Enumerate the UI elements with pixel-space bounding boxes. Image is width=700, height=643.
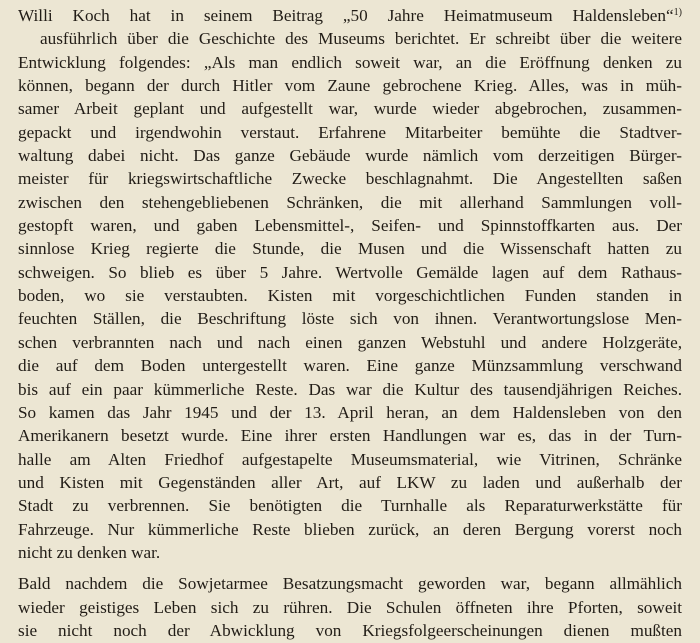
document-page <box>18 4 682 642</box>
text-line: boden, wo sie verstaubten. Kisten mit vorgeschichtlichen Funden standen in <box>18 286 682 306</box>
text-line: gepackt und irgendwohin verstaut. Erfahrene Mitarbeiter bemühte die Stadtver- <box>18 122 682 142</box>
text-line: Fahrzeuge. Nur kümmerliche Reste blieben zurück, an deren Bergung vorerst noch <box>18 519 682 539</box>
text-line: können, begann der durch Hitler vom Zaune gebrochene Krieg. Alles, was in müh- <box>18 76 682 96</box>
text-line: und Kisten mit Gegenständen aller Art, auf LKW zu laden und außerhalb der <box>18 472 682 492</box>
text-line: feuchten Ställen, die Beschriftung löste sich von ihnen. Verantwortungslose Men- <box>18 309 682 329</box>
text-line: waltung dabei nicht. Das ganze Gebäude wurde nämlich vom derzeitigen Bürger- <box>18 146 682 166</box>
text-line: Stadt zu verbrennen. Sie benötigten die Turnhalle als Reparaturwerkstätte für <box>18 496 682 516</box>
text-line: schen verbrannten nach und nach einen ganzen Webstuhl und andere Holzgeräte, <box>18 332 682 352</box>
paragraph-2 <box>18 572 682 642</box>
text-line: wieder geistiges Leben sich zu rühren. Die Schulen öffneten ihre Pforten, soweit <box>18 597 682 617</box>
text-line: schweigen. So blieb es über 5 Jahre. Wertvolle Gemälde lagen auf dem Rathaus- <box>18 262 682 282</box>
text-line: Entwicklung folgendes: „Als man endlich soweit war, an die Eröffnung denken zu <box>18 52 682 72</box>
text-line: halle am Alten Friedhof aufgestapelte Museumsmaterial, wie Vitrinen, Schränke <box>18 449 682 469</box>
text-line: sinnlose Krieg regierte die Stunde, die Musen und die Wissenschaft hatten zu <box>18 239 682 259</box>
text-line: gestopft waren, und gaben Lebensmittel-, Seifen- und Spinnstoffkarten aus. Der <box>18 216 682 236</box>
text-line: ausführlich über die Geschichte des Museums berichtet. Er schreibt über die weitere <box>40 29 682 49</box>
text-line: bis auf ein paar kümmerliche Reste. Das war die Kultur des tausendjährigen Reiches. <box>18 379 682 399</box>
paragraph-spacer <box>18 564 682 572</box>
text-line: So kamen das Jahr 1945 und der 13. April heran, an dem Haldensleben von den <box>18 402 682 422</box>
text-line: Bald nachdem die Sowjetarmee Besatzungsmacht geworden war, begann allmählich <box>18 574 682 594</box>
text-line: samer Arbeit geplant und aufgestellt war, wurde wieder abgebrochen, zusammen- <box>18 99 682 119</box>
text-line: sie nicht noch der Abwicklung von Kriegsfolgeerscheinungen dienen mußten <box>18 620 682 640</box>
text-line: nicht zu denken war. <box>18 542 161 562</box>
text-line: meister für kriegswirtschaftliche Zwecke beschlagnahmt. Die Angestellten saßen <box>18 169 682 189</box>
text-line: Willi Koch hat in seinem Beitrag „50 Jahre Heimatmuseum Haldensleben“$^{1)}$ <box>18 6 682 25</box>
text-line: Amerikanern besetzt wurde. Eine ihrer ersten Handlungen war es, das in der Turn- <box>18 426 682 446</box>
text-line: zwischen den stehengebliebenen Schränken, die mit allerhand Sammlungen voll- <box>18 192 682 212</box>
text-line: die auf dem Boden untergestellt waren. Eine ganze Münzsammlung verschwand <box>18 356 682 376</box>
paragraph-1 <box>18 4 682 564</box>
footnote-marker[interactable]: 1) <box>673 7 682 18</box>
